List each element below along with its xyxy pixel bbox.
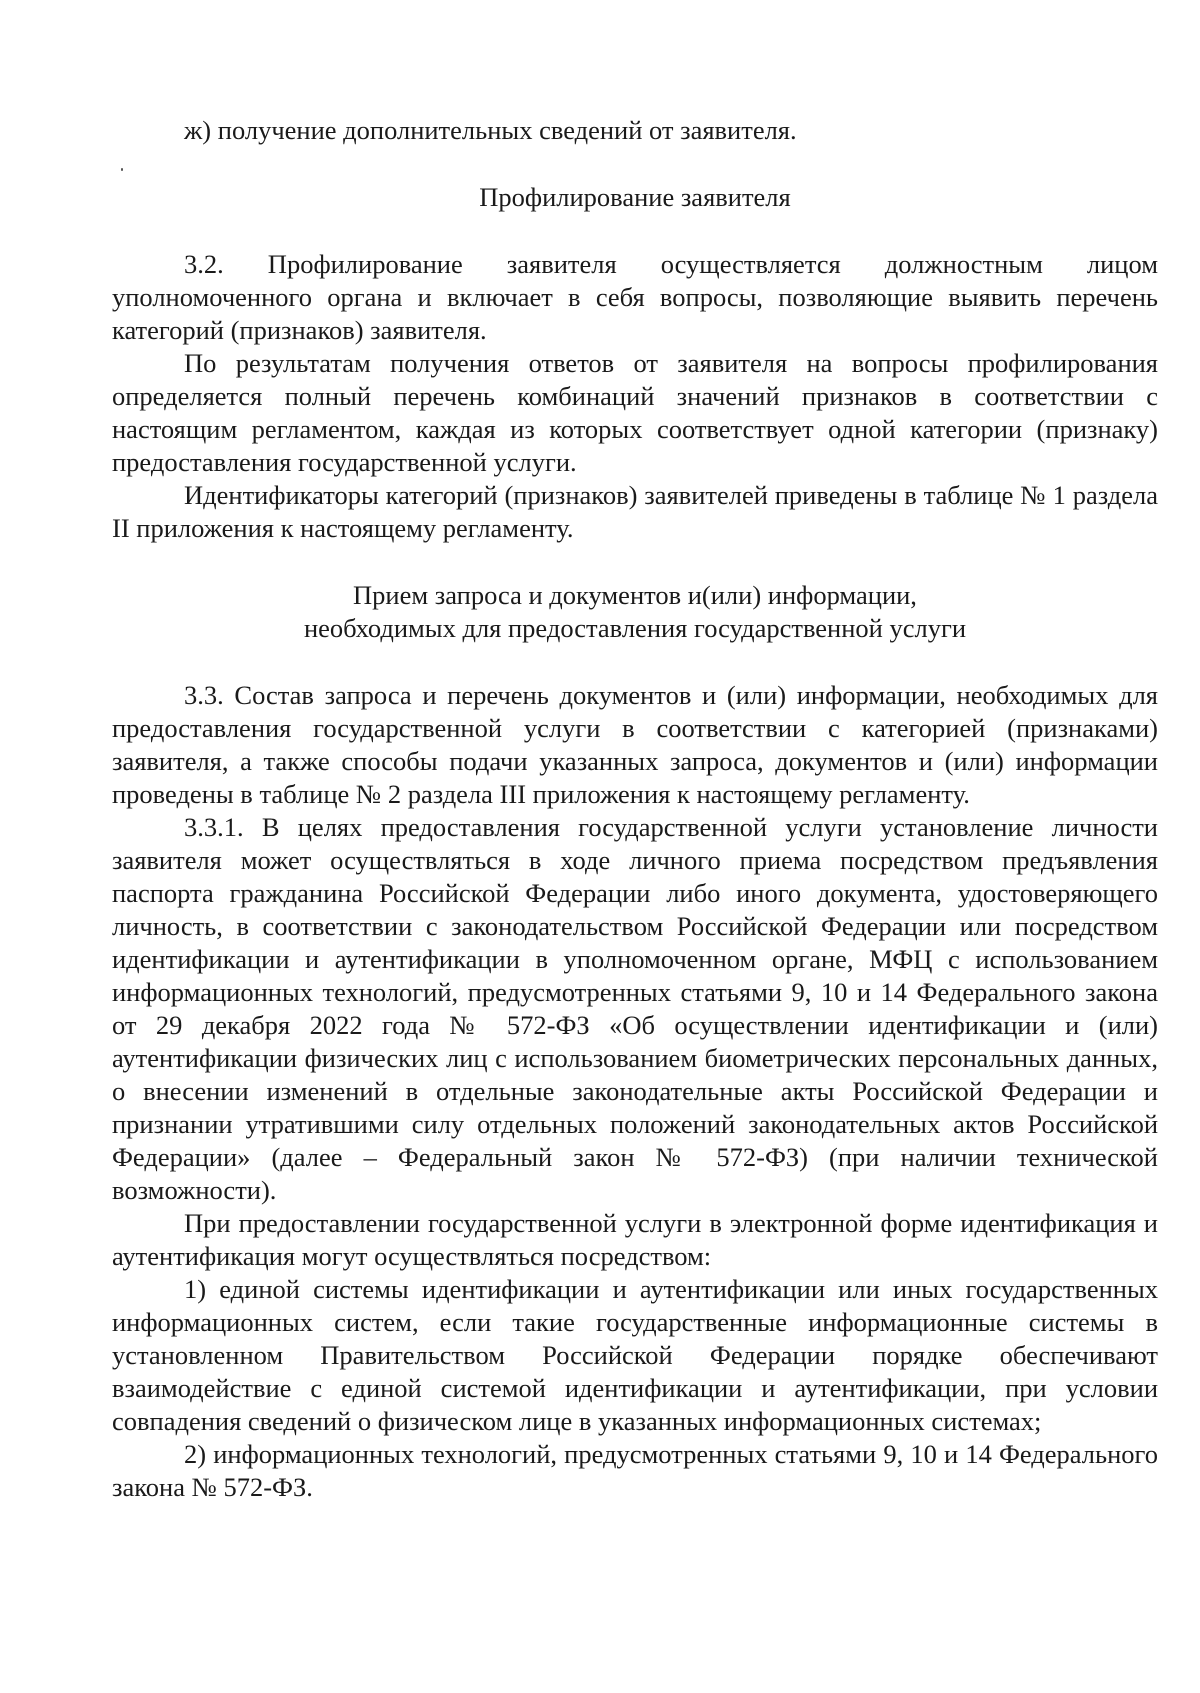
paragraph-3-2: 3.2. Профилирование заявителя осуществляется должностным лицом уполномоченного органа и включает в себя вопросы, позволяющие выявить перечень категорий (признаков) заявителя. bbox=[112, 249, 1158, 345]
paragraph-3-3: 3.3. Состав запроса и перечень документов и (или) информации, необходимых для предоставления государственной услуги в соответствии с категорией (признаками) заявителя, а также способы подачи указанных запроса, документов и (или) информации проведены в таблице № 2 раздела III приложения к настоящему регламенту. bbox=[112, 680, 1158, 809]
section-heading-line: Прием запроса и документов и(или) информации, bbox=[353, 580, 917, 610]
paragraph-3-3-1: 3.3.1. В целях предоставления государственной услуги установление личности заявителя может осуществляться в ходе личного приема посредством предъявления паспорта гражданина Российской Федерации либо иного документа, удостоверяющего личность, в соответствии с законодательством Российской Федерации или посредством идентификации и аутентификации в уполномоченном органе, МФЦ с использованием информационных технологий, предусмотренных статьями 9, 10 и 14 Федерального закона от 29 декабря 2022 года № 572-ФЗ «Об осуществлении идентификации и (или) аутентификации физических лиц с использованием биометрических персональных данных, о внесении изменений в отдельные законодательные акты Российской Федерации и признании утратившими силу отдельных положений законодательных актов Российской Федерации» (далее – Федеральный закон № 572-ФЗ) (при наличии технической возможности). bbox=[112, 812, 1158, 1205]
paragraph-electronic-form: При предоставлении государственной услуги в электронной форме идентификация и аутентификация могут осуществляться посредством: bbox=[112, 1208, 1158, 1271]
document-body bbox=[112, 114, 1158, 1504]
paragraph-identifiers: Идентификаторы категорий (признаков) заявителей приведены в таблице № 1 раздела II приложения к настоящему регламенту. bbox=[112, 480, 1158, 543]
section-heading-line: необходимых для предоставления государственной услуги bbox=[303, 613, 967, 643]
section-heading-reception bbox=[112, 579, 1158, 645]
list-item-2: 2) информационных технологий, предусмотренных статьями 9, 10 и 14 Федерального закона № 572-ФЗ. bbox=[112, 1439, 1158, 1502]
list-item-zh: ж) получение дополнительных сведений от заявителя. bbox=[184, 115, 797, 145]
paragraph-profiling-results: По результатам получения ответов от заявителя на вопросы профилирования определяется полный перечень комбинаций значений признаков в соответствии с настоящим регламентом, каждая из которых соответствует одной категории (признаку) предоставления государственной услуги. bbox=[112, 348, 1158, 477]
section-heading-profiling: Профилирование заявителя bbox=[479, 182, 791, 212]
list-item-1: 1) единой системы идентификации и аутентификации или иных государственных информационных систем, если такие государственные информационные системы в установленном Правительством Российской Федерации порядке обеспечивают взаимодействие с единой системой идентификации и аутентификации, при условии совпадения сведений о физическом лице в указанных информационных системах; bbox=[112, 1274, 1158, 1436]
